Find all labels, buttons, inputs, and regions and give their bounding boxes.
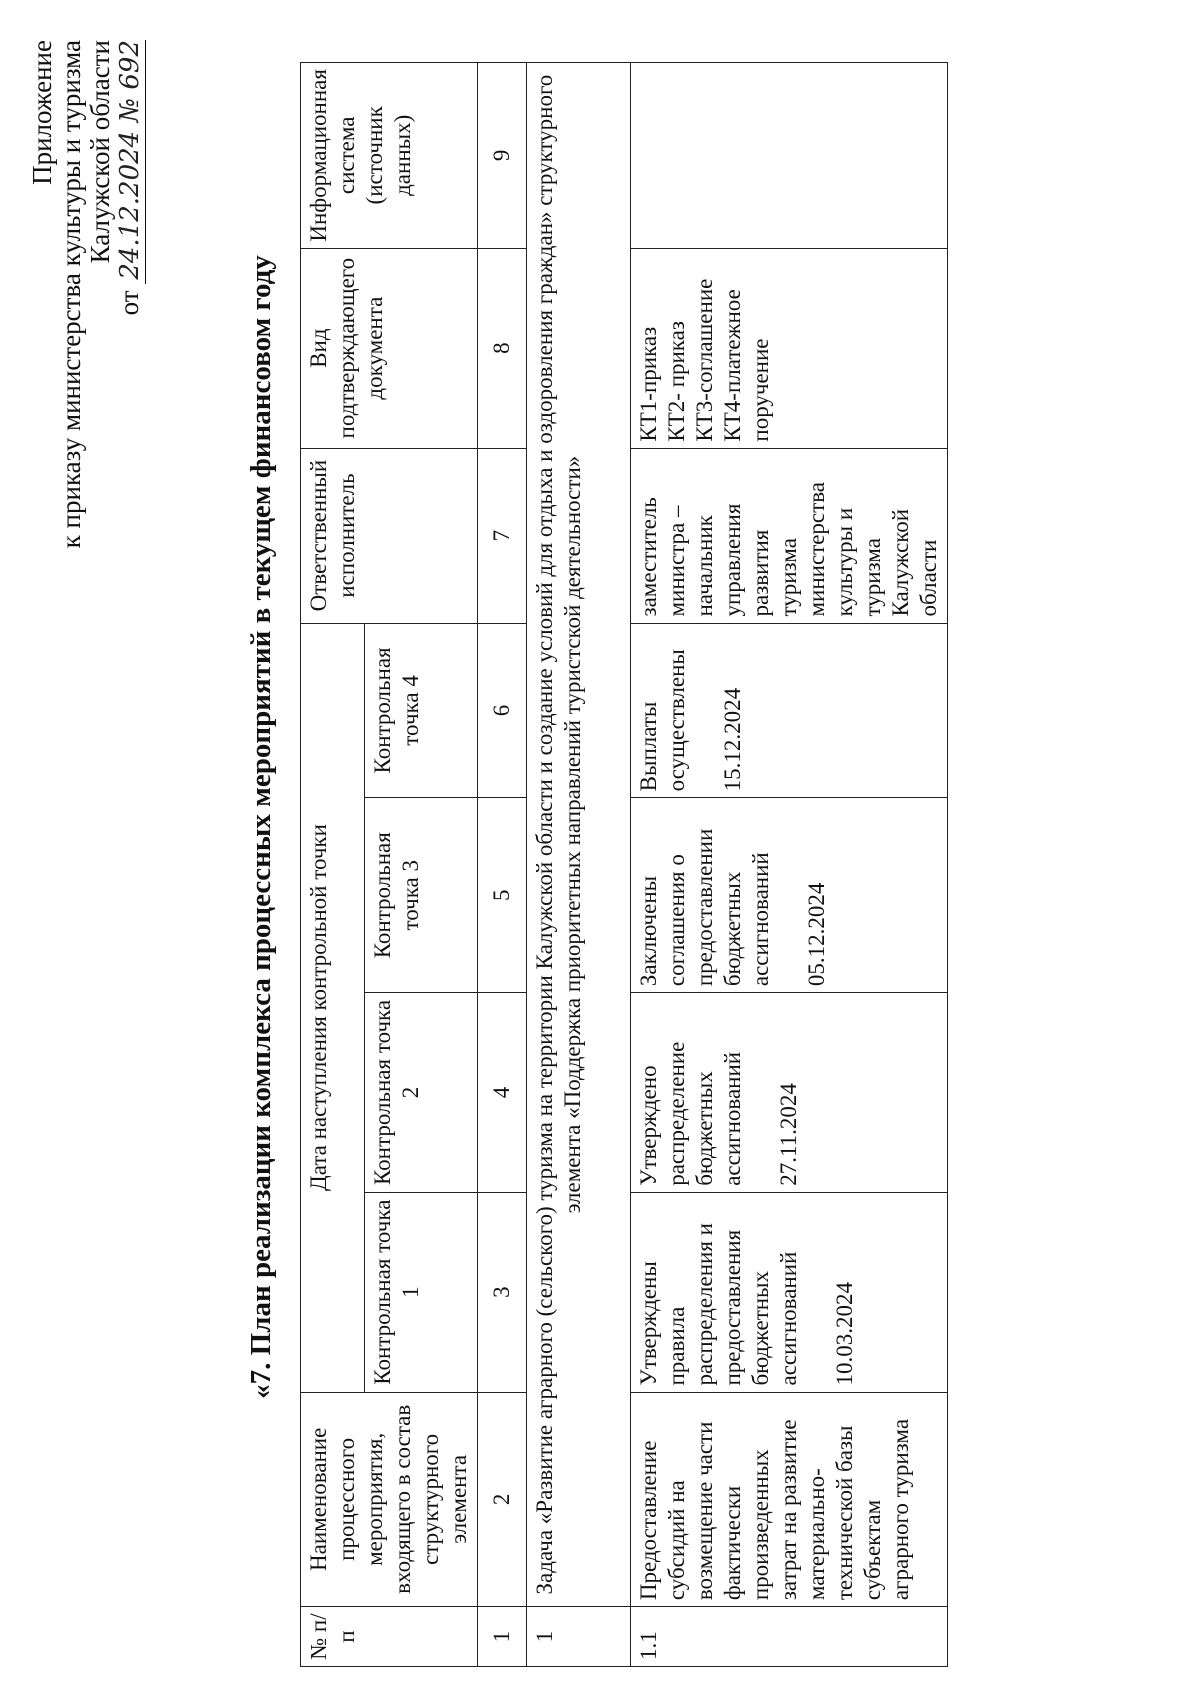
header-date-group: Дата наступления контрольной точки — [301, 623, 365, 1392]
column-number: 6 — [478, 623, 527, 798]
header-row — [301, 63, 365, 1667]
kt4-date: 15.12.2024 — [720, 687, 745, 792]
column-number: 8 — [478, 248, 527, 448]
appendix-title: Приложение — [27, 40, 57, 185]
row-kt2 — [631, 993, 948, 1193]
doc-type-kt3: КТ3-соглашение — [692, 278, 717, 442]
row-activity-name: Предоставление субсидий на возмещение части фактически произведенных затрат на развитие материально-технической базы субъектам аграрного туризма — [631, 1392, 948, 1607]
column-number: 3 — [478, 1192, 527, 1392]
row-kt3 — [631, 798, 948, 993]
table-row — [631, 63, 948, 1667]
header-kt2: Контрольная точка 2 — [365, 993, 478, 1193]
header-kt1: Контрольная точка 1 — [365, 1192, 478, 1392]
number-prefix: № — [115, 97, 145, 123]
doc-type-kt1: КТ1-приказ — [636, 326, 661, 442]
header-num: № п/п — [301, 1607, 478, 1667]
document-title: «7. План реализации комплекса процессных мероприятий в текущем финансовом году — [245, 255, 277, 1399]
header-doc-type: Вид подтверждающего документа — [301, 248, 478, 448]
kt3-date: 05.12.2024 — [804, 882, 829, 987]
appendix-date-line — [115, 40, 146, 548]
date-prefix: от — [114, 290, 144, 316]
plan-table — [300, 62, 948, 1667]
row-responsible: заместитель министра – начальник управления развития туризма министерства культуры и туризма Калужской области — [631, 448, 948, 623]
row-num: 1.1 — [631, 1607, 948, 1667]
column-number: 4 — [478, 993, 527, 1193]
date-value: 24.12.2024 — [115, 130, 145, 280]
header-kt4: Контрольная точка 4 — [365, 623, 478, 798]
column-number: 9 — [478, 63, 527, 249]
kt2-text: Утверждено распределение бюджетных ассигнований — [636, 1041, 745, 1186]
column-number: 5 — [478, 798, 527, 993]
task-text: Задача «Развитие аграрного (сельского) туризма на территории Калужской области и создание условий для отдыха и оздоровления граждан» структурного элемента «Поддержка приоритетных направлений туристской деятельности» — [527, 63, 631, 1607]
column-number: 1 — [478, 1607, 527, 1667]
appendix-order-line: к приказу министерства культуры и туризма — [56, 40, 86, 549]
row-kt1 — [631, 1192, 948, 1392]
column-number: 7 — [478, 448, 527, 623]
row-kt4 — [631, 623, 948, 798]
task-row — [527, 63, 631, 1667]
column-number: 2 — [478, 1392, 527, 1607]
kt4-text: Выплаты осуществлены — [636, 649, 689, 792]
kt1-text: Утверждены правила распределения и предоставления бюджетных ассигнований — [636, 1223, 801, 1386]
kt3-text: Заключены соглашения о предоставлении бюджетных ассигнований — [636, 828, 773, 987]
task-num: 1 — [527, 1607, 631, 1667]
number-value: 692 — [115, 40, 145, 90]
kt2-date: 27.11.2024 — [776, 1083, 801, 1186]
appendix-region-line: Калужской области — [85, 40, 115, 264]
header-responsible: Ответственный исполнитель — [301, 448, 478, 623]
row-doc-type — [631, 248, 948, 448]
header-name: Наименование процессного мероприятия, входящего в состав структурного элемента — [301, 1392, 478, 1607]
doc-type-kt2: КТ2- приказ — [664, 321, 689, 442]
kt1-date: 10.03.2024 — [832, 1282, 857, 1386]
header-info-system: Информационная система (источник данных) — [301, 63, 478, 249]
header-kt3: Контрольная точка 3 — [365, 798, 478, 993]
appendix-header — [28, 40, 146, 548]
column-number-row — [478, 63, 527, 1667]
handwritten-date — [116, 40, 146, 284]
doc-type-kt4: КТ4-платежное поручение — [720, 289, 773, 442]
row-info-system — [631, 63, 948, 249]
